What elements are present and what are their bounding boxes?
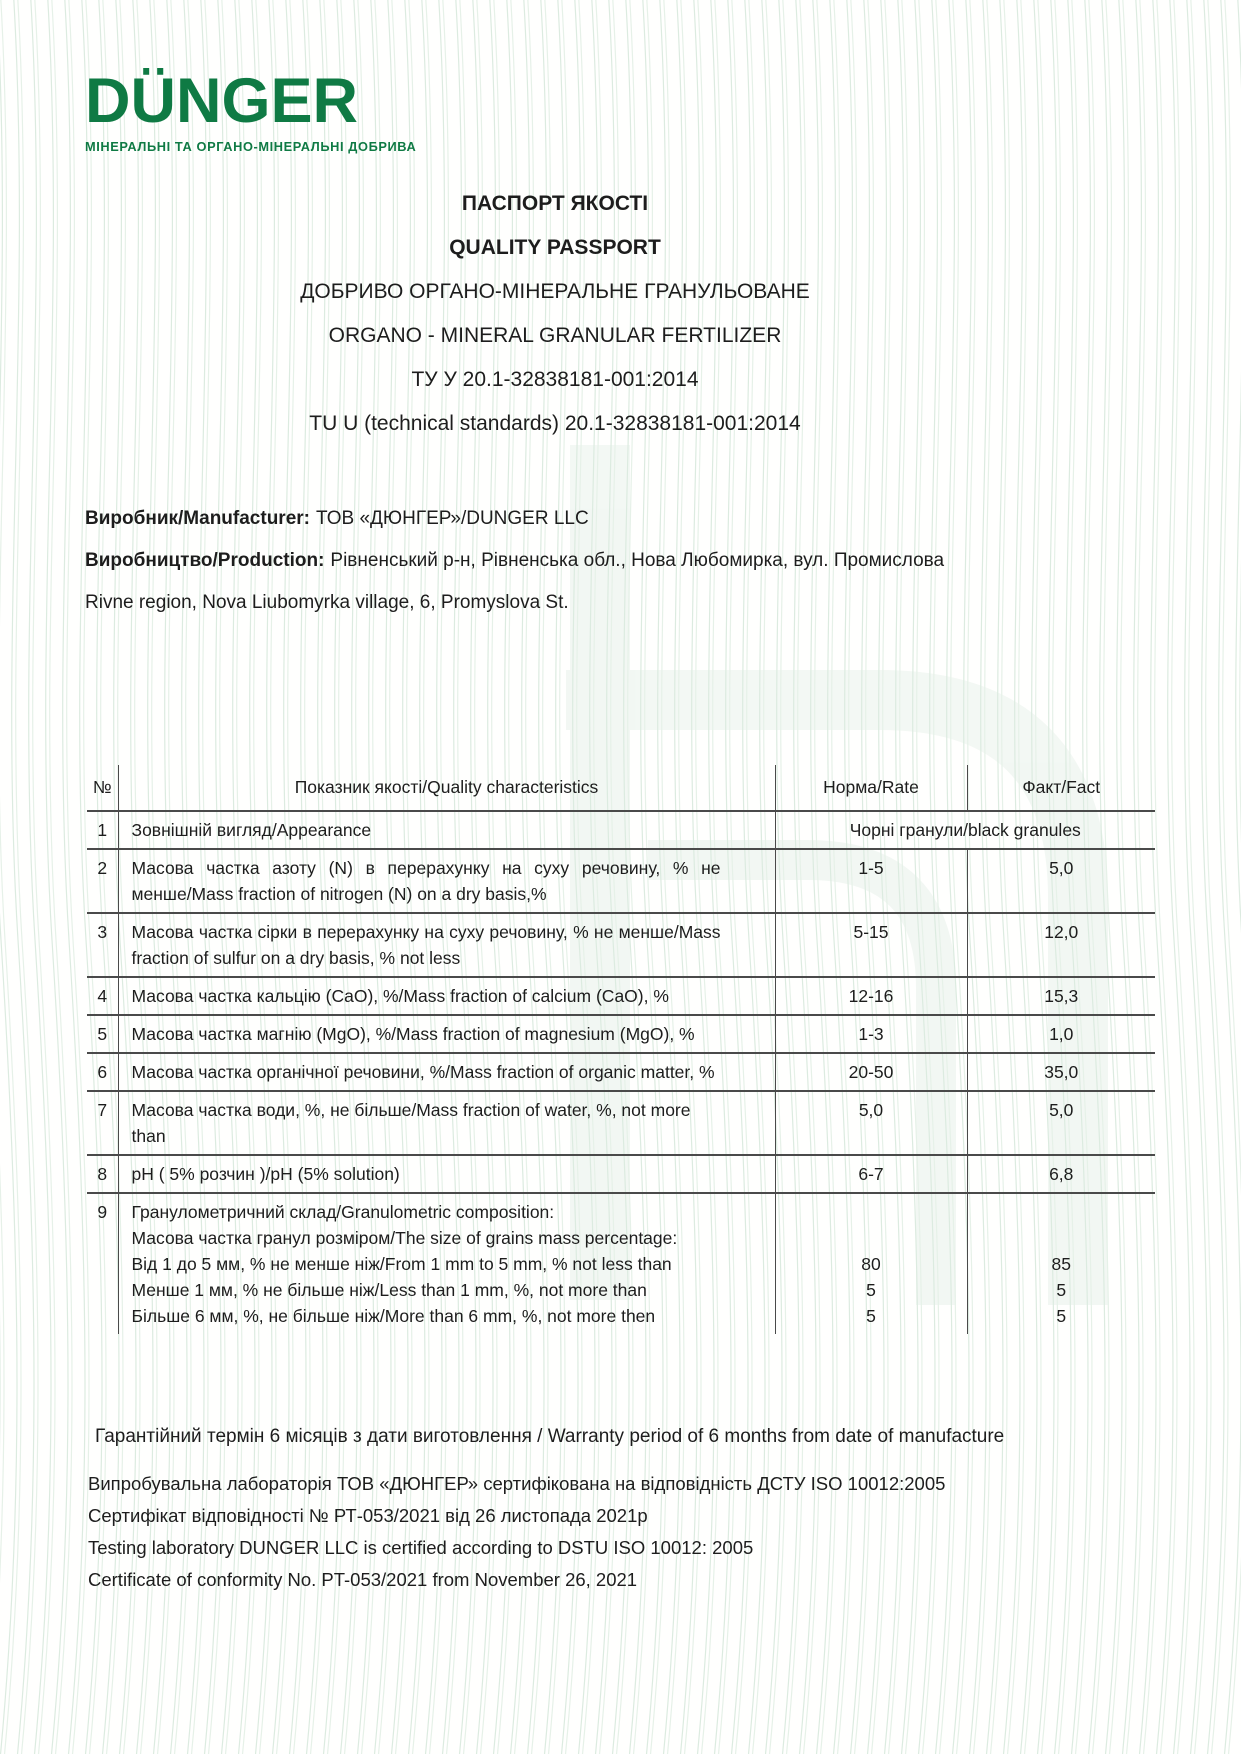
- granulometric-lines: Гранулометричний склад/Granulometric composition: Масова частка гранул розміром/The size of grains mass percentage: Від 1 до 5 мм, % не менше ніж/From 1 mm to 5 mm, % not less than Менше 1 мм, % не більше ніж/Less than 1 mm, %, not more than Більше 6 мм, %, не більше ніж/More than 6 mm, %, not more then: [118, 1193, 775, 1334]
- manufacturer-block: [85, 498, 1165, 624]
- standard-en: TU U (technical standards) 20.1-32838181-001:2014: [309, 412, 801, 435]
- certification-line: Testing laboratory DUNGER LLC is certified according to DSTU ISO 10012: 2005: [88, 1537, 754, 1558]
- table-row: 8 pH ( 5% розчин )/pH (5% solution) 6-7 6,8: [87, 1155, 1155, 1193]
- warranty-note: Гарантійний термін 6 місяців з дати виготовлення / Warranty period of 6 months from date of manufacture: [95, 1426, 1005, 1447]
- standard-ua: ТУ У 20.1-32838181-001:2014: [411, 368, 699, 391]
- table-row: 2 Масова частка азоту (N) в перерахунку на суху речовину, % не менше/Mass fraction of nitrogen (N) on a dry basis,% 1-5 5,0: [87, 849, 1155, 913]
- title-en: QUALITY PASSPORT: [449, 236, 661, 259]
- col-header-num: №: [87, 765, 118, 811]
- table-header-row: [87, 765, 1155, 811]
- product-name-ua: ДОБРИВО ОРГАНО-МІНЕРАЛЬНЕ ГРАНУЛЬОВАНЕ: [300, 280, 810, 303]
- merged-value-cell: Чорні гранули/black granules: [849, 820, 1081, 840]
- manufacturer-line: [85, 498, 1165, 540]
- manufacturer-value: ТОВ «ДЮНГЕР»/DUNGER LLC: [315, 508, 589, 529]
- product-name-en: ORGANO - MINERAL GRANULAR FERTILIZER: [328, 324, 782, 347]
- certification-line: Certificate of conformity No. PT-053/2021 from November 26, 2021: [88, 1569, 638, 1590]
- logo: [85, 66, 417, 154]
- table-row-granulometric: 9 Гранулометричний склад/Granulometric composition: Масова частка гранул розміром/The size of grains mass percentage: Від 1 до 5 мм, % не менше ніж/From 1 mm to 5 mm, % not less than Менше 1 мм, % не більше ніж/Less than 1 mm, %, not more than Більше 6 мм, %, не більше ніж/More than 6 mm, %, not more then 80 5 5 85 5 5: [87, 1193, 1155, 1334]
- certification-block: [88, 1468, 1168, 1596]
- col-header-characteristic: Показник якості/Quality characteristics: [118, 765, 775, 811]
- logo-tagline: МІНЕРАЛЬНІ ТА ОРГАНО-МІНЕРАЛЬНІ ДОБРИВА: [85, 139, 417, 154]
- table-row: 3 Масова частка сірки в перерахунку на суху речовину, % не менше/Mass fraction of sulfur on a dry basis, % not less 5-15 12,0: [87, 913, 1155, 977]
- production-label: Виробництво/Production:: [85, 550, 325, 571]
- col-header-rate: Норма/Rate: [775, 765, 967, 811]
- table-row: 7 Масова частка води, %, не більше/Mass fraction of water, %, not more than 5,0 5,0: [87, 1091, 1155, 1155]
- title-ua: ПАСПОРТ ЯКОСТІ: [461, 192, 649, 215]
- document-titles: [0, 182, 1110, 446]
- production-value: Рівненський р-н, Рівненська обл., Нова Любомирка, вул. Промислова: [330, 550, 945, 571]
- dunger-logo-text: DÜNGER: [85, 66, 359, 136]
- table-row: 1 Зовнішній вигляд/Appearance Чорні гранули/black granules: [87, 811, 1155, 849]
- production-line-en: Rivne region, Nova Liubomyrka village, 6, Promyslova St.: [85, 592, 569, 613]
- quality-table: [87, 765, 1155, 1334]
- production-line: [85, 540, 1165, 582]
- table-row: 4 Масова частка кальцію (CaO), %/Mass fraction of calcium (CaO), % 12-16 15,3: [87, 977, 1155, 1015]
- certification-line: Сертифікат відповідності № РТ-053/2021 від 26 листопада 2021р: [88, 1505, 648, 1526]
- col-header-fact: Факт/Fact: [1022, 777, 1101, 797]
- table-row: 5 Масова частка магнію (MgO), %/Mass fraction of magnesium (MgO), % 1-3 1,0: [87, 1015, 1155, 1053]
- table-row: 6 Масова частка органічної речовини, %/Mass fraction of organic matter, % 20-50 35,0: [87, 1053, 1155, 1091]
- manufacturer-label: Виробник/Manufacturer:: [85, 508, 310, 529]
- certification-line: Випробувальна лабораторія ТОВ «ДЮНГЕР» сертифікована на відповідність ДСТУ ISO 10012:2005: [88, 1473, 946, 1494]
